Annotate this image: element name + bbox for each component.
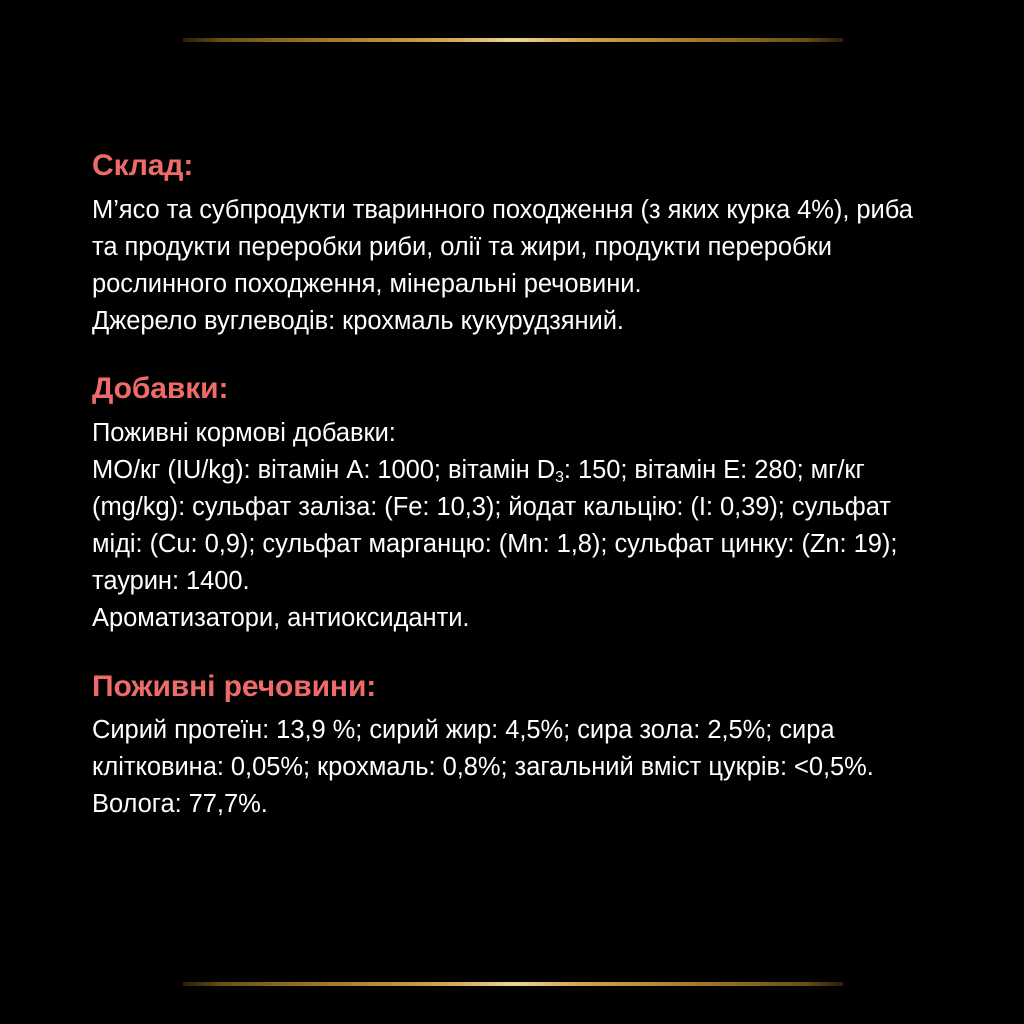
additives-paragraph-3: Ароматизатори, антиоксиданти. — [92, 603, 470, 632]
additives-vitamin-suffix: : 150; вітамін E: 280; мг/кг (mg/kg): сульфат заліза: (Fe: 10,3); йодат кальцію: (I: 0,39); сульфат міді: (Cu: 0,9); сульфат марганцю: (Mn: 1,8); сульфат цинку: (Zn: 19); таурин: 1400. — [92, 456, 898, 595]
additives-vitamin-prefix: МО/кг (IU/kg): вітамін A: 1000; вітамін D — [92, 456, 556, 485]
composition-heading: Склад: — [92, 149, 194, 182]
composition-paragraph-2: Джерело вуглеводів: крохмаль кукурудзяний. — [92, 306, 624, 335]
nutrients-body — [92, 712, 922, 823]
additives-body — [92, 415, 922, 637]
nutrients-heading: Поживні речовини: — [92, 669, 377, 703]
additives-vitamin-line — [92, 452, 922, 600]
additives-heading: Добавки: — [92, 372, 229, 406]
gold-divider-top-icon — [183, 38, 843, 42]
additives-paragraph-1: Поживні кормові добавки: — [92, 419, 396, 448]
composition-body — [92, 192, 922, 340]
gold-divider-bottom-icon — [183, 982, 843, 986]
section-nutrients — [92, 669, 922, 824]
section-composition — [92, 148, 922, 339]
label-content — [92, 148, 922, 823]
composition-paragraph-1: М’ясо та субпродукти тваринного походження (з яких курка 4%), риба та продукти переробки риби, олії та жири, продукти переробки рослинного походження, мінеральні речовини. — [92, 195, 913, 298]
vitamin-d3-subscript: 3 — [555, 469, 564, 487]
section-additives — [92, 371, 922, 636]
nutrients-paragraph-1: Сирий протеїн: 13,9 %; сирий жир: 4,5%; сира зола: 2,5%; сира клітковина: 0,05%; крохмаль: 0,8%; загальний вміст цукрів: <0,5%. Волога: 77,7%. — [92, 716, 874, 819]
